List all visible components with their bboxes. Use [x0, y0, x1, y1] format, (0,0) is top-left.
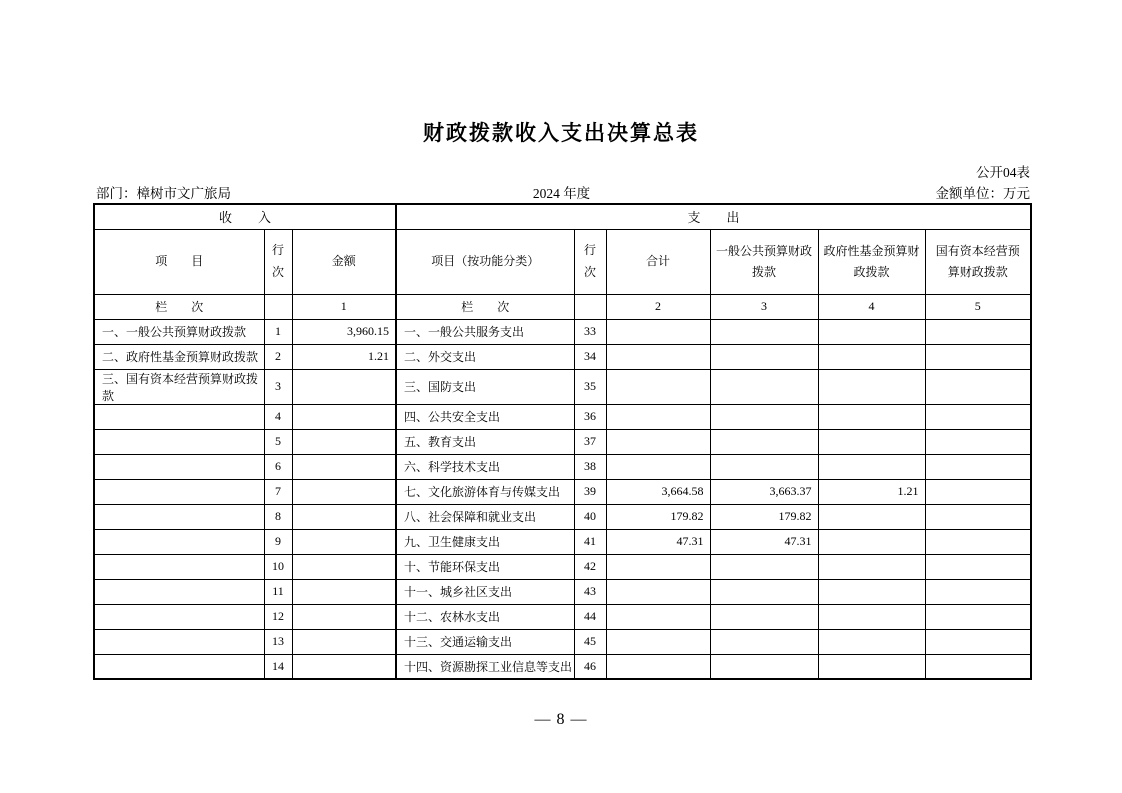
cell-general — [710, 344, 818, 369]
cell-ex-item: 十一、城乡社区支出 — [396, 579, 574, 604]
cell-ex-no: 44 — [574, 604, 606, 629]
cell-total — [606, 604, 710, 629]
cell-ex-item: 四、公共安全支出 — [396, 404, 574, 429]
cell-general: 47.31 — [710, 529, 818, 554]
index-col-2: 2 — [606, 294, 710, 319]
cell-ex-no: 46 — [574, 654, 606, 679]
col-header-state-capital-budget: 国有资本经营预算财政拨款 — [925, 229, 1031, 294]
cell-general — [710, 579, 818, 604]
cell-ex-item: 三、国防支出 — [396, 369, 574, 404]
cell-capital — [925, 369, 1031, 404]
cell-total — [606, 554, 710, 579]
cell-capital — [925, 629, 1031, 654]
cell-total — [606, 654, 710, 679]
cell-in-item: 一、一般公共预算财政拨款 — [94, 319, 264, 344]
cell-general: 179.82 — [710, 504, 818, 529]
cell-general — [710, 604, 818, 629]
cell-ex-no: 40 — [574, 504, 606, 529]
cell-ex-no: 45 — [574, 629, 606, 654]
table-row — [94, 579, 1031, 604]
cell-ex-item: 十二、农林水支出 — [396, 604, 574, 629]
cell-fund — [818, 369, 925, 404]
cell-in-item — [94, 529, 264, 554]
cell-ex-item: 十三、交通运输支出 — [396, 629, 574, 654]
cell-ex-no: 35 — [574, 369, 606, 404]
cell-ex-no: 37 — [574, 429, 606, 454]
index-expense-label: 栏 次 — [396, 294, 574, 319]
index-col-5: 5 — [925, 294, 1031, 319]
cell-fund — [818, 429, 925, 454]
col-header-total: 合计 — [606, 229, 710, 294]
col-header-income-item: 项 目 — [94, 229, 264, 294]
cell-ex-item: 八、社会保障和就业支出 — [396, 504, 574, 529]
cell-in-no: 7 — [264, 479, 292, 504]
cell-capital — [925, 479, 1031, 504]
cell-total — [606, 344, 710, 369]
cell-total: 47.31 — [606, 529, 710, 554]
table-row — [94, 479, 1031, 504]
cell-capital — [925, 319, 1031, 344]
cell-total: 179.82 — [606, 504, 710, 529]
cell-in-amt — [292, 579, 396, 604]
cell-in-amt: 3,960.15 — [292, 319, 396, 344]
cell-capital — [925, 504, 1031, 529]
table-row — [94, 319, 1031, 344]
cell-in-amt — [292, 404, 396, 429]
col-header-gov-fund-budget: 政府性基金预算财政拨款 — [818, 229, 925, 294]
cell-fund — [818, 629, 925, 654]
cell-ex-item: 十、节能环保支出 — [396, 554, 574, 579]
cell-general: 3,663.37 — [710, 479, 818, 504]
cell-total: 3,664.58 — [606, 479, 710, 504]
table-row — [94, 554, 1031, 579]
cell-in-no: 2 — [264, 344, 292, 369]
cell-fund — [818, 404, 925, 429]
cell-ex-no: 42 — [574, 554, 606, 579]
cell-fund — [818, 504, 925, 529]
table-row — [94, 369, 1031, 404]
cell-in-amt — [292, 504, 396, 529]
column-index-row — [94, 294, 1031, 319]
cell-in-no: 10 — [264, 554, 292, 579]
cell-ex-no: 41 — [574, 529, 606, 554]
income-section-header: 收 入 — [94, 204, 396, 229]
cell-in-no: 5 — [264, 429, 292, 454]
cell-in-amt: 1.21 — [292, 344, 396, 369]
cell-capital — [925, 604, 1031, 629]
cell-capital — [925, 429, 1031, 454]
table-row — [94, 454, 1031, 479]
cell-total — [606, 629, 710, 654]
cell-fund — [818, 319, 925, 344]
cell-capital — [925, 579, 1031, 604]
form-code: 公开04表 — [976, 165, 1030, 180]
cell-ex-no: 38 — [574, 454, 606, 479]
cell-in-item — [94, 429, 264, 454]
cell-total — [606, 579, 710, 604]
cell-fund: 1.21 — [818, 479, 925, 504]
cell-general — [710, 429, 818, 454]
amount-unit-label: 金额单位：万元 — [935, 186, 1030, 201]
cell-in-amt — [292, 654, 396, 679]
index-col-3: 3 — [710, 294, 818, 319]
cell-in-item — [94, 454, 264, 479]
cell-in-no: 3 — [264, 369, 292, 404]
cell-total — [606, 429, 710, 454]
cell-ex-no: 34 — [574, 344, 606, 369]
cell-general — [710, 369, 818, 404]
cell-general — [710, 404, 818, 429]
cell-fund — [818, 344, 925, 369]
department-label: 部门：樟树市文广旅局 — [96, 186, 231, 201]
page-number: — 8 — — [534, 711, 588, 728]
cell-in-item — [94, 479, 264, 504]
cell-ex-item: 一、一般公共服务支出 — [396, 319, 574, 344]
cell-in-amt — [292, 554, 396, 579]
cell-in-no: 1 — [264, 319, 292, 344]
cell-in-item — [94, 654, 264, 679]
expense-section-header: 支 出 — [396, 204, 1031, 229]
cell-total — [606, 454, 710, 479]
cell-capital — [925, 654, 1031, 679]
cell-total — [606, 319, 710, 344]
cell-ex-item: 七、文化旅游体育与传媒支出 — [396, 479, 574, 504]
cell-in-no: 11 — [264, 579, 292, 604]
col-header-general-public-budget: 一般公共预算财政拨款 — [710, 229, 818, 294]
cell-in-item — [94, 504, 264, 529]
cell-ex-no: 39 — [574, 479, 606, 504]
index-col-1: 1 — [292, 294, 396, 319]
cell-general — [710, 554, 818, 579]
income-rowno-label: 行次 — [272, 242, 285, 279]
cell-in-no: 6 — [264, 454, 292, 479]
index-expense-rowno-empty — [574, 294, 606, 319]
table-row — [94, 629, 1031, 654]
cell-fund — [818, 579, 925, 604]
table-row — [94, 654, 1031, 679]
cell-capital — [925, 404, 1031, 429]
table-row — [94, 504, 1031, 529]
cell-fund — [818, 529, 925, 554]
cell-ex-item: 十四、资源勘探工业信息等支出 — [396, 654, 574, 679]
meta-row — [93, 182, 1030, 200]
col-header-expense-rowno — [574, 229, 606, 294]
fiscal-summary-table — [93, 203, 1032, 680]
table-row — [94, 404, 1031, 429]
table-row — [94, 429, 1031, 454]
cell-general — [710, 654, 818, 679]
cell-in-item — [94, 579, 264, 604]
cell-ex-item: 六、科学技术支出 — [396, 454, 574, 479]
index-income-rowno-empty — [264, 294, 292, 319]
cell-general — [710, 454, 818, 479]
table-row — [94, 604, 1031, 629]
cell-capital — [925, 454, 1031, 479]
cell-general — [710, 629, 818, 654]
cell-total — [606, 369, 710, 404]
cell-fund — [818, 654, 925, 679]
index-income-label: 栏 次 — [94, 294, 264, 319]
column-header-row — [94, 229, 1031, 294]
col-header-expense-item: 项目（按功能分类） — [396, 229, 574, 294]
cell-in-amt — [292, 454, 396, 479]
table-body — [94, 319, 1031, 679]
cell-ex-item: 五、教育支出 — [396, 429, 574, 454]
cell-in-amt — [292, 629, 396, 654]
cell-in-item — [94, 629, 264, 654]
fiscal-year-label: 2024 年度 — [532, 186, 591, 201]
cell-in-item: 二、政府性基金预算财政拨款 — [94, 344, 264, 369]
cell-in-no: 8 — [264, 504, 292, 529]
index-col-4: 4 — [818, 294, 925, 319]
cell-total — [606, 404, 710, 429]
table-row — [94, 529, 1031, 554]
cell-in-amt — [292, 604, 396, 629]
col-header-income-rowno — [264, 229, 292, 294]
cell-in-amt — [292, 369, 396, 404]
cell-ex-item: 二、外交支出 — [396, 344, 574, 369]
cell-in-amt — [292, 429, 396, 454]
cell-fund — [818, 554, 925, 579]
cell-capital — [925, 554, 1031, 579]
cell-capital — [925, 529, 1031, 554]
cell-capital — [925, 344, 1031, 369]
cell-general — [710, 319, 818, 344]
table-row — [94, 344, 1031, 369]
cell-in-no: 13 — [264, 629, 292, 654]
cell-in-no: 12 — [264, 604, 292, 629]
col-header-income-amount: 金额 — [292, 229, 396, 294]
cell-in-item — [94, 604, 264, 629]
cell-ex-no: 33 — [574, 319, 606, 344]
section-header-row — [94, 204, 1031, 229]
cell-in-item — [94, 554, 264, 579]
cell-in-no: 14 — [264, 654, 292, 679]
cell-in-item — [94, 404, 264, 429]
page-title: 财政拨款收入支出决算总表 — [423, 121, 699, 145]
cell-in-no: 4 — [264, 404, 292, 429]
expense-rowno-label: 行次 — [584, 242, 597, 279]
cell-in-amt — [292, 529, 396, 554]
cell-ex-no: 36 — [574, 404, 606, 429]
cell-in-item: 三、国有资本经营预算财政拨款 — [94, 369, 264, 404]
cell-ex-item: 九、卫生健康支出 — [396, 529, 574, 554]
cell-ex-no: 43 — [574, 579, 606, 604]
cell-fund — [818, 454, 925, 479]
cell-in-no: 9 — [264, 529, 292, 554]
cell-in-amt — [292, 479, 396, 504]
cell-fund — [818, 604, 925, 629]
